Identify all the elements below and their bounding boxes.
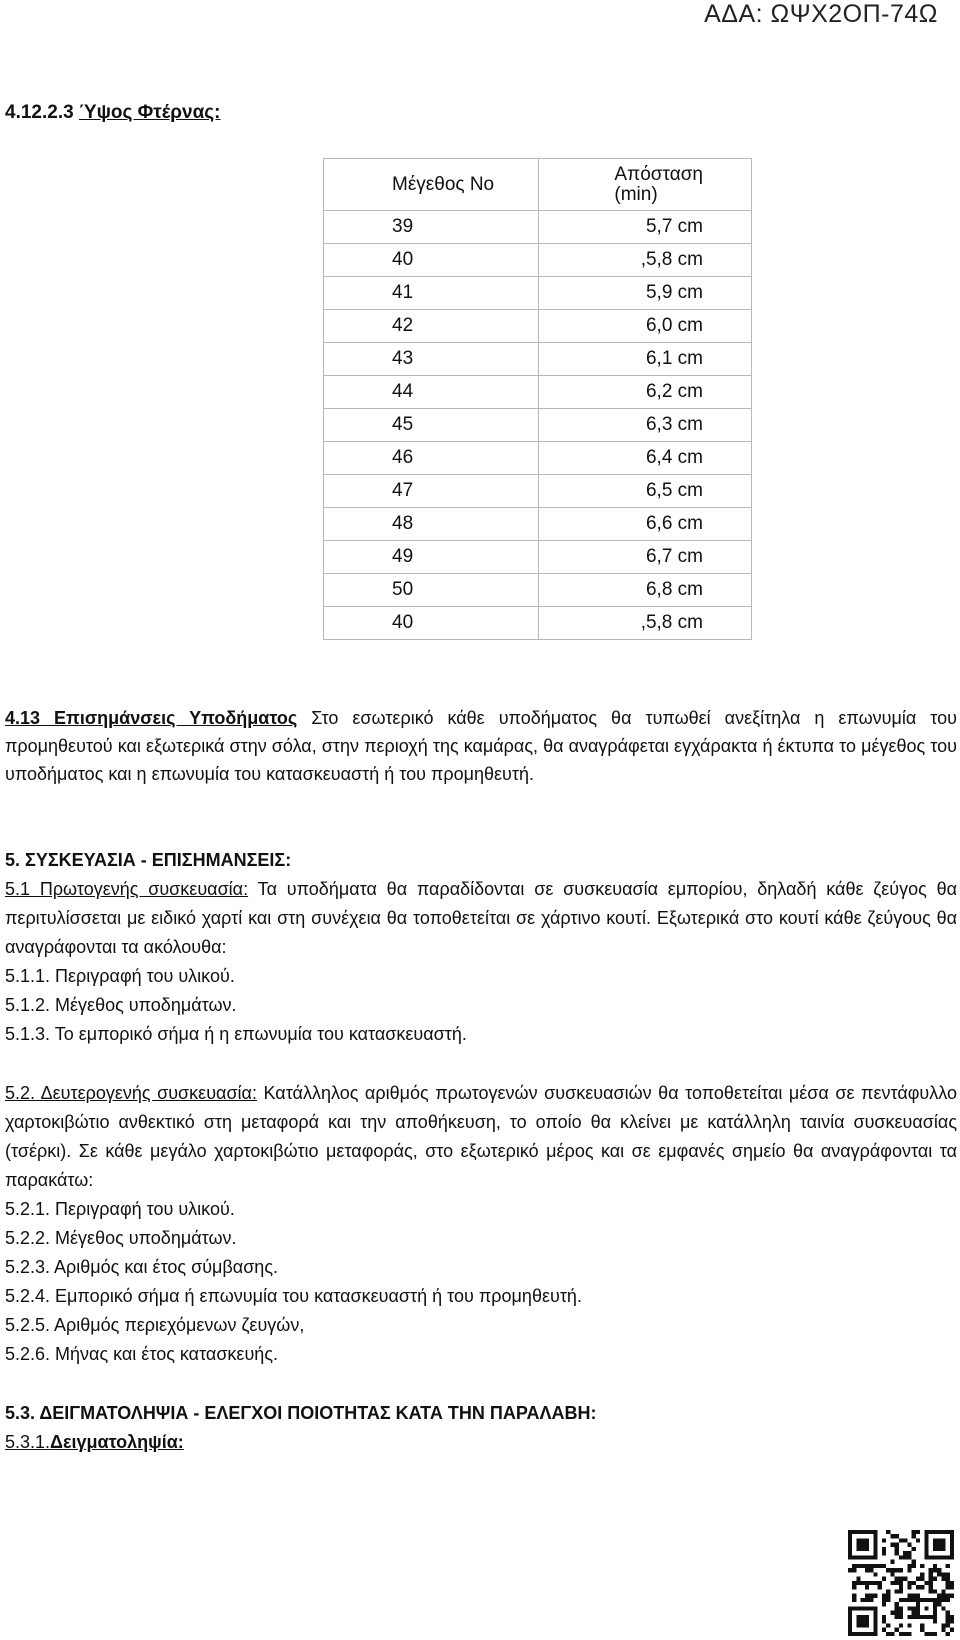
table-row [324,244,752,277]
sec5-heading: 5. ΣΥΣΚΕΥΑΣΙΑ - ΕΠΙΣΗΜΑΝΣΕΙΣ: [5,850,292,870]
header-distance [539,159,752,211]
table-row [324,409,752,442]
p531-number: 5.3.1. [5,1432,51,1452]
header-distance-line1: Απόσταση [614,163,703,185]
table-row [324,376,752,409]
table-row [324,343,752,376]
table-row [324,442,752,475]
list-item: 5.2.2. Μέγεθος υποδημάτων. [5,1228,237,1248]
spacer [5,1049,957,1079]
table-row [324,541,752,574]
list-item: 5.2.3. Αριθμός και έτος σύμβασης. [5,1257,278,1277]
table-row [324,310,752,343]
size-cell: 40 [324,607,539,640]
distance-cell: 6,3 cm [539,409,752,442]
table-row [324,211,752,244]
list-item: 5.1.2. Μέγεθος υποδημάτων. [5,995,237,1015]
size-cell: 43 [324,343,539,376]
distance-cell: 5,9 cm [539,277,752,310]
distance-cell: 5,7 cm [539,211,752,244]
size-cell: 49 [324,541,539,574]
size-cell: 40 [324,244,539,277]
size-cell: 44 [324,376,539,409]
size-cell: 47 [324,475,539,508]
qr-code-icon [848,1530,954,1636]
distance-cell: 6,6 cm [539,508,752,541]
size-cell: 42 [324,310,539,343]
list-item: 5.1.1. Περιγραφή του υλικού. [5,966,235,986]
size-cell: 45 [324,409,539,442]
sec413-number: 4.13 [5,708,55,728]
p531 [5,1428,957,1457]
size-cell: 48 [324,508,539,541]
p52-text: Κατάλληλος αριθμός πρωτογενών συσκευασιών θα τοποθετείται μέσα σε πεντάφυλλο χαρτοκιβώτιο ανθεκτικό στη μεταφορά και την αποθήκευση, το οποίο θα κλείνει με κατάλληλη ταινία συσκευασίας (τσέρκι). Σε κάθε μεγάλο χαρτοκιβώτιο μεταφοράς, στο εξωτερικό μέρος και σε εμφανές σημείο θα αναγράφονται τα παρακάτω: [5,1083,958,1190]
p51-label: 5.1 Πρωτογενής συσκευασία: [5,879,249,899]
p531-title: Δειγματοληψία: [50,1432,184,1452]
list-item: 5.2.6. Μήνας και έτος κατασκευής. [5,1344,278,1364]
spacer [5,1369,957,1399]
table-header-row [324,159,752,211]
p51 [5,875,957,962]
p53-heading: 5.3. ΔΕΙΓΜΑΤΟΛΗΨΙΑ - ΕΛΕΓΧΟΙ ΠΟΙΟΤΗΤΑΣ ΚΑΤΑ ΤΗΝ ΠΑΡΑΛΑΒΗ: [5,1403,597,1423]
distance-cell: 6,4 cm [539,442,752,475]
size-cell: 41 [324,277,539,310]
ada-code: ΑΔΑ: ΩΨΧ2ΟΠ-74Ω [704,0,938,28]
sec413-text: Στο εσωτερικό κάθε υποδήματος θα τυπωθεί ανεξίτηλα η επωνυμία του προμηθευτού και εξωτερικά στην σόλα, στην περιοχή της καμάρας, θα αναγράφεται εγχάρακτα ή έκτυπα το μέγεθος του υποδήματος και η επωνυμία του κατασκευαστή ή του προμηθευτή. [5,708,957,784]
table-row [324,277,752,310]
heel-height-title [5,102,221,124]
list-item: 5.2.4. Εμπορικό σήμα ή επωνυμία του κατασκευαστή ή του προμηθευτή. [5,1286,582,1306]
distance-cell: 6,7 cm [539,541,752,574]
distance-cell: 6,0 cm [539,310,752,343]
list-item: 5.2.1. Περιγραφή του υλικού. [5,1199,235,1219]
heel-height-table [323,158,752,640]
p52-label: 5.2. Δευτερογενής συσκευασία: [5,1083,257,1103]
p51-list [5,962,957,1049]
p51-text: Τα υποδήματα θα παραδίδονται σε συσκευασία εμπορίου, δηλαδή κάθε ζεύγος θα περιτυλίσσεται με ειδικό χαρτί και στη συνέχεια θα τοποθετείται σε χάρτινο κουτί. Εξωτερικά στο κουτί κάθε ζεύγους θα αναγράφονται τα ακόλουθα: [5,879,957,957]
list-item: 5.2.5. Αριθμός περιεχόμενων ζευγών, [5,1315,305,1335]
distance-cell: 6,1 cm [539,343,752,376]
table-row [324,508,752,541]
distance-cell: ,5,8 cm [539,607,752,640]
size-cell: 50 [324,574,539,607]
table-row [324,607,752,640]
table-row [324,475,752,508]
p52 [5,1079,957,1195]
size-cell: 39 [324,211,539,244]
section-4-13 [5,704,957,788]
heel-section-title: Ύψος Φτέρνας: [78,102,221,123]
p52-list [5,1195,957,1369]
distance-cell: 6,5 cm [539,475,752,508]
heel-section-number: 4.12.2.3 [5,102,79,123]
distance-cell: ,5,8 cm [539,244,752,277]
distance-cell: 6,8 cm [539,574,752,607]
header-distance-line2: (min) [614,183,658,205]
sec413-title: Επισημάνσεις Υποδήματος [54,708,298,728]
section-5 [5,846,957,1457]
size-cell: 46 [324,442,539,475]
table-row [324,574,752,607]
list-item: 5.1.3. Το εμπορικό σήμα ή η επωνυμία του κατασκευαστή. [5,1024,467,1044]
header-size: Μέγεθος Νο [324,159,539,211]
distance-cell: 6,2 cm [539,376,752,409]
